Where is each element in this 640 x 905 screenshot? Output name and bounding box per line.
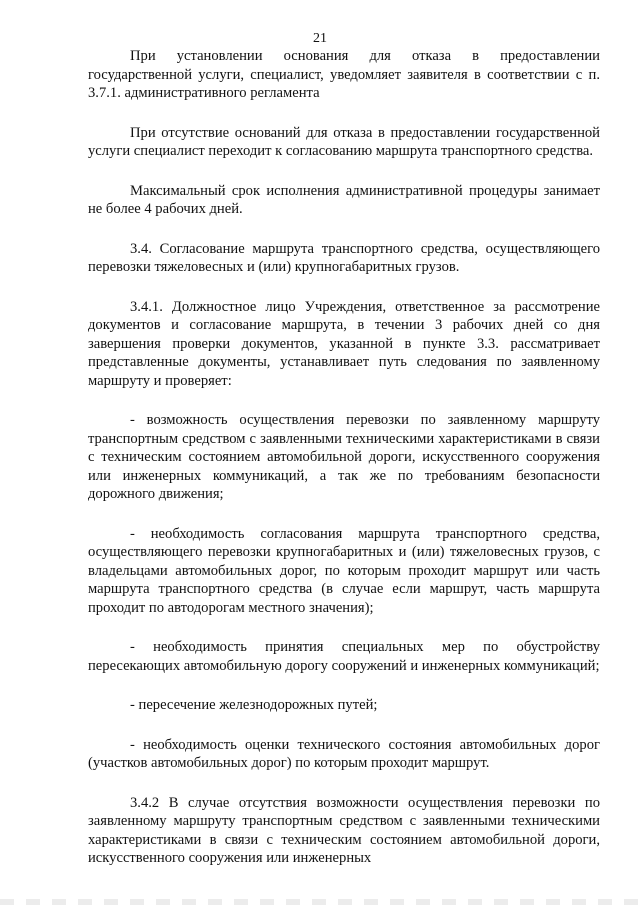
paragraph-3-4-1: 3.4.1. Должностное лицо Учреждения, ответственное за рассмотрение документов и согласование маршрута, в течении 3 рабочих дней со дня завершения проверки документов, указанной в пункте 3.3. рассматривает представленные документы, устанавливает путь следования по заявленному маршруту и проверяет: bbox=[88, 298, 600, 389]
scan-bottom-edge bbox=[0, 899, 640, 905]
list-item-railway-crossing: - пересечение железнодорожных путей; bbox=[130, 697, 378, 713]
section-heading-3-4: 3.4. Согласование маршрута транспортного средства, осуществляющего перевозки тяжеловесных и (или) крупногабаритных грузов. bbox=[88, 240, 600, 275]
list-item-route-possibility: - возможность осуществления перевозки по заявленному маршруту транспортным средством с заявленными техническими характеристиками в связи с техническим состоянием автомобильной дороги, искусственного сооружения или инженерных коммуникаций, а так же по требованиям безопасности дорожного движения; bbox=[88, 412, 600, 502]
paragraph-max-term: Максимальный срок исполнения административной процедуры занимает не более 4 рабочих дней. bbox=[88, 182, 600, 217]
document-body bbox=[88, 47, 600, 887]
page-number: 21 bbox=[313, 31, 327, 46]
list-item-special-measures: - необходимость принятия специальных мер по обустройству пересекающих автомобильную дорогу сооружений и инженерных коммуникаций; bbox=[88, 639, 600, 674]
list-item-road-assessment: - необходимость оценки технического состояния автомобильных дорог (участков автомобильных дорог) по которым проходит маршрут. bbox=[88, 736, 600, 771]
paragraph-no-refusal: При отсутствие оснований для отказа в предоставлении государственной услуги специалист переходит к согласованию маршрута транспортного средства. bbox=[88, 124, 600, 159]
paragraph-3-4-2: 3.4.2 В случае отсутствия возможности осуществления перевозки по заявленному маршруту транспортным средством с заявленными техническими характеристиками в связи с техническим состоянием автомобильной дороги, искусственного сооружения или инженерных bbox=[88, 794, 600, 866]
list-item-owner-approval: - необходимость согласования маршрута транспортного средства, осуществляющего перевозки крупногабаритных и (или) тяжеловесных грузов, с владельцами автомобильных дорог, по которым проходит маршрут или часть маршрута транспортного средства (в случае если маршрут, часть маршрута проходит по автодорогам местного значения); bbox=[88, 525, 600, 616]
paragraph-refusal-notice: При установлении основания для отказа в предоставлении государственной услуги, специалист, уведомляет заявителя в соответствии с п. 3.7.1. административного регламента bbox=[88, 48, 600, 101]
